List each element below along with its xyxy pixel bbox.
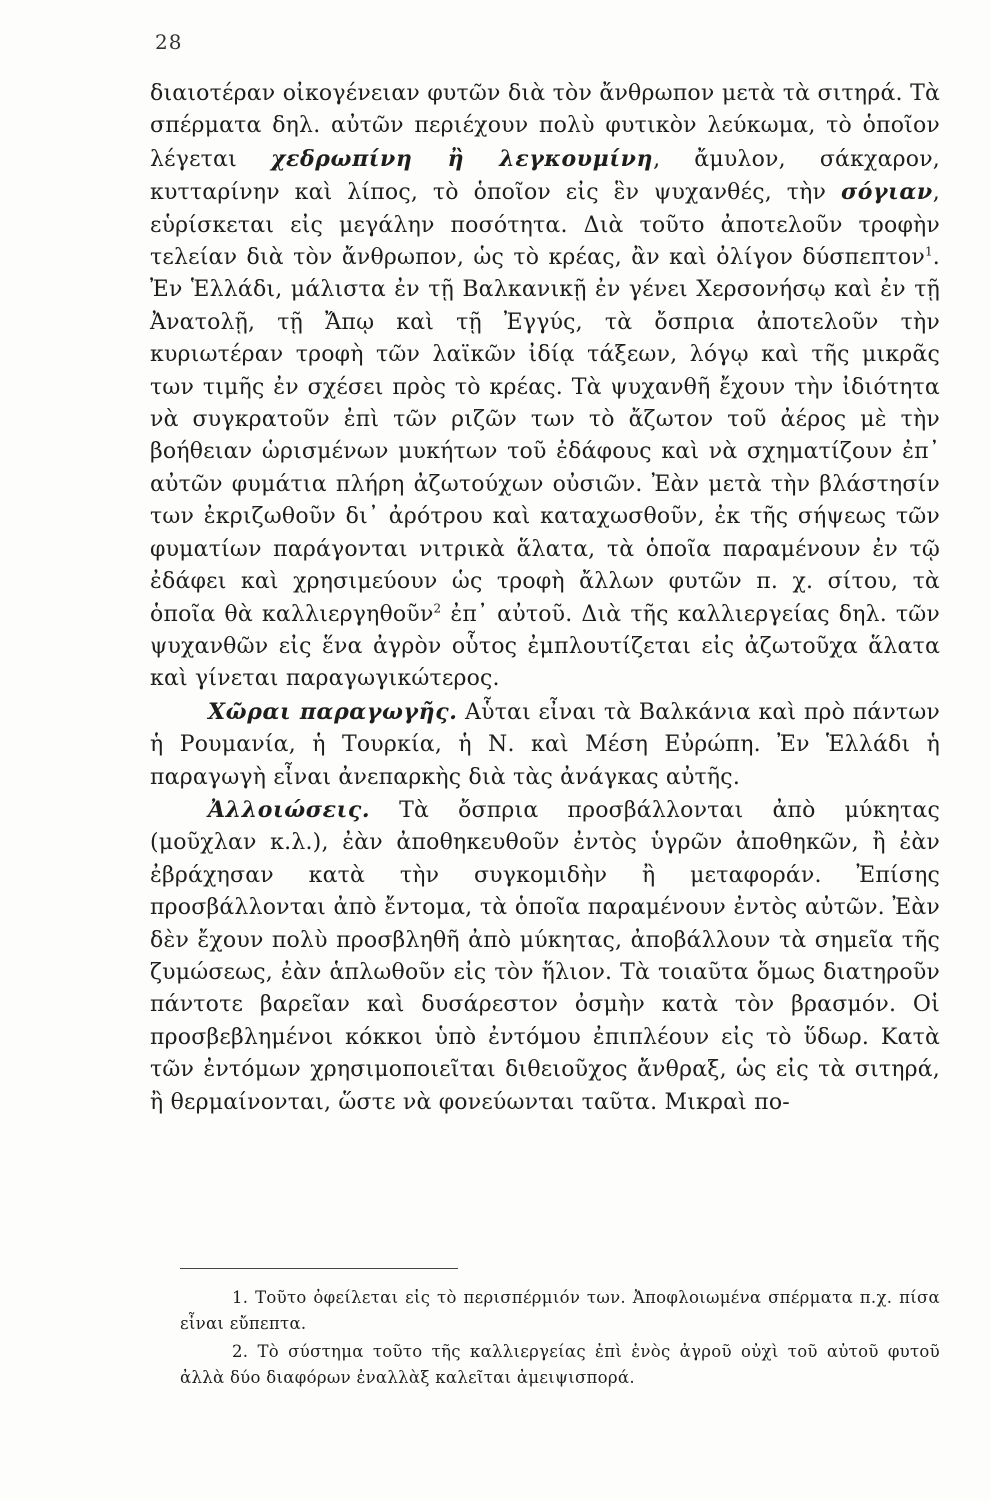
section-heading-alterations: Ἀλλοιώσεις. — [208, 796, 371, 823]
text-segment: ἐπ᾿ αὐτοῦ. Διὰ τῆς καλλιεργείας δηλ. τῶν ψυχανθῶν εἰς ἕνα ἀγρὸν οὗτος ἐμπλουτίζεται εἰς ἀζωτοῦχα ἅλατα καὶ γίνεται παραγωγικώτερος. — [150, 601, 940, 692]
emphasized-term-legumin: χεδρωπίνη ἢ λεγκουμίνη — [270, 145, 654, 172]
footnote-marker-2: 2 — [433, 601, 442, 616]
body-text — [150, 78, 940, 1119]
page-number: 28 — [155, 30, 183, 54]
emphasized-term-soya: σόγιαν — [840, 179, 933, 206]
footnote-1: 1. Τοῦτο ὀφείλεται εἰς τὸ περισπέρμιόν των. Ἀποφλοιωμένα σπέρματα π.χ. πίσα εἶναι εὔπεπτα. — [180, 1288, 940, 1333]
footnote-marker-1: 1 — [924, 244, 933, 259]
text-segment: Τὰ ὄσπρια προσβάλλονται ἀπὸ μύκητας (μοῦχλαν κ.λ.), ἐὰν ἀποθηκευθοῦν ἐντὸς ὑγρῶν ἀποθηκῶν, ἢ ἐὰν ἐβράχησαν κατὰ τὴν συγκομιδὴν ἢ μεταφοράν. Ἐπίσης προσβάλλονται ἀπὸ ἔντομα, τὰ ὁποῖα παραμένουν ἐντὸς αὐτῶν. Ἐὰν δὲν ἔχουν πολὺ προσβληθῆ ἀπὸ μύκητας, ἀποβάλλουν τὰ σημεῖα τῆς ζυμώσεως, ἐὰν ἁπλωθοῦν εἰς τὸν ἥλιον. Τὰ τοιαῦτα ὅμως διατηροῦν πάντοτε βαρεῖαν καὶ δυσάρεστον ὀσμὴν κατὰ τὸν βρασμόν. Οἱ προσβεβλημένοι κόκκοι ὑπὸ ἐντόμου ἐπιπλέουν εἰς τὸ ὕδωρ. Κατὰ τῶν ἐντόμων χρησιμοποιεῖται διθειοῦχος ἄνθραξ, ὡς εἰς τὰ σιτηρά, ἢ θερμαίνονται, ὥστε νὰ φονεύωνται ταῦτα. Μικραὶ πο- — [150, 797, 940, 1115]
text-segment: , ἄμυλον, σάκχαρον, κυτταρίνην καὶ λίπος, τὸ ὁποῖον εἰς ἓν ψυχανθές, τὴν — [150, 146, 940, 206]
footnote-divider — [180, 1268, 458, 1269]
section-heading-production: Χῶραι παραγωγῆς. — [208, 698, 458, 725]
paragraph-legumes-nutrition — [150, 78, 940, 696]
text-segment: , εὑρίσκεται εἰς μεγάλην ποσότητα. Διὰ τοῦτο ἀποτελοῦν τροφὴν τελείαν διὰ τὸν ἄνθρωπον, ὡς τὸ κρέας, ἂν καὶ ὀλίγον δύσπεπτον — [150, 180, 940, 271]
text-segment: Αὗται εἶναι τὰ Βαλκάνια καὶ πρὸ πάντων ἡ Ρουμανία, ἡ Τουρκία, ἡ Ν. καὶ Μέση Εὐρώπη. Ἐν Ἑλλάδι ἡ παραγωγὴ εἶναι ἀνεπαρκὴς διὰ τὰς ἀνάγκας αὐτῆς. — [150, 699, 940, 790]
footnote-2: 2. Τὸ σύστημα τοῦτο τῆς καλλιεργείας ἐπὶ ἑνὸς ἀγροῦ οὐχὶ τοῦ αὐτοῦ φυτοῦ ἀλλὰ δύο διαφόρων ἐναλλὰξ καλεῖται ἀμειψισπορά. — [180, 1342, 940, 1387]
paragraph-production-countries — [150, 696, 940, 794]
text-segment: . Ἐν Ἑλλάδι, μάλιστα ἐν τῇ Βαλκανικῇ ἐν γένει Χερσονήσῳ καὶ ἐν τῇ Ἀνατολῇ, τῇ Ἄπῳ καὶ τῇ Ἐγγύς, τὰ ὄσπρια ἀποτελοῦν τὴν κυριωτέραν τροφὴ τῶν λαϊκῶν ἰδίᾳ τάξεων, λόγῳ καὶ τῆς μικρᾶς των τιμῆς ἐν σχέσει πρὸς τὸ κρέας. Τὰ ψυχανθῆ ἔχουν τὴν ἰδιότητα νὰ συγκρατοῦν ἐπὶ τῶν ριζῶν των τὸ ἄζωτον τοῦ ἀέρος μὲ τὴν βοήθειαν ὡρισμένων μυκήτων τοῦ ἐδάφους καὶ νὰ σχηματίζουν ἐπ᾿ αὐτῶν φυμάτια πλήρη ἀζωτούχων οὐσιῶν. Ἐὰν μετὰ τὴν βλάστησίν των ἐκριζωθοῦν δι᾿ ἀρότρου καὶ καταχωσθοῦν, ἐκ τῆς σήψεως τῶν φυματίων παράγονται νιτρικὰ ἅλατα, τὰ ὁποῖα παραμένουν ἐν τῷ ἐδάφει καὶ χρησιμεύουν ὡς τροφὴ ἄλλων φυτῶν π. χ. σίτου, τὰ ὁποῖα θὰ καλλιεργηθοῦν — [150, 245, 940, 627]
footnotes — [180, 1285, 940, 1390]
paragraph-alterations — [150, 794, 940, 1119]
text-segment: διαιοτέραν οἰκογένειαν φυτῶν διὰ τὸν ἄνθρωπον μετὰ τὰ σιτηρά. Τὰ σπέρματα δηλ. αὐτῶν περιέχουν πολὺ φυτικὸν λεύκωμα, τὸ ὁποῖον λέγεται — [150, 81, 940, 172]
